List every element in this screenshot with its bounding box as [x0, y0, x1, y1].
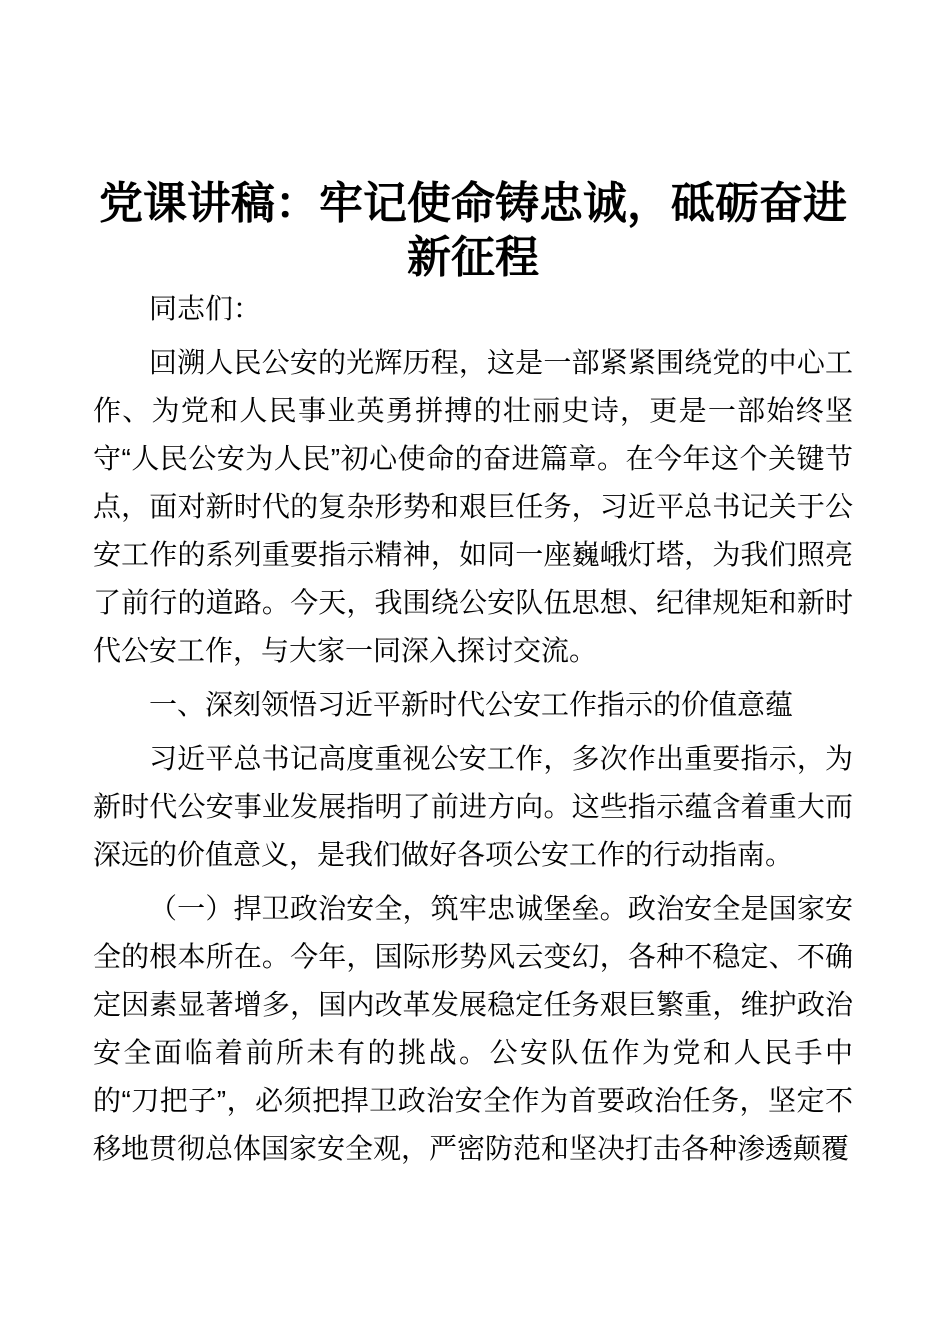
intro-paragraph: 回溯人民公安的光辉历程，这是一部紧紧围绕党的中心工作、为党和人民事业英勇拼搏的壮丽史诗，更是一部始终坚守“人民公安为人民”初心使命的奋进篇章。在今年这个关键节点，面对新时代的复杂形势和艰巨任务，习近平总书记关于公安工作的系列重要指示精神，如同一座巍峨灯塔，为我们照亮了前行的道路。今天，我围绕公安队伍思想、纪律规矩和新时代公安工作，与大家一同深入探讨交流。 — [93, 347, 853, 666]
salutation-paragraph: 同志们： — [149, 293, 262, 324]
section-intro-paragraph: 习近平总书记高度重视公安工作，多次作出重要指示，为新时代公安事业发展指明了前进方向。这些指示蕴含着重大而深远的价值意义，是我们做好各项公安工作的行动指南。 — [93, 743, 853, 870]
document-title: 党课讲稿：牢记使命铸忠诚，砥砺奋进新征程 — [99, 179, 847, 282]
subsection-paragraph: （一）捍卫政治安全，筑牢忠诚堡垒。政治安全是国家安全的根本所在。今年，国际形势风云变幻，各种不稳定、不确定因素显著增多，国内改革发展稳定任务艰巨繁重，维护政治安全面临着前所未有的挑战。公安队伍作为党和人民手中的“刀把子”，必须把捍卫政治安全作为首要政治任务，坚定不移地贯彻总体国家安全观，严密防范和坚决打击各种渗透颠覆 — [93, 893, 853, 1164]
section-heading: 一、深刻领悟习近平新时代公安工作指示的价值意蕴 — [149, 689, 794, 720]
document-content — [93, 177, 853, 1173]
